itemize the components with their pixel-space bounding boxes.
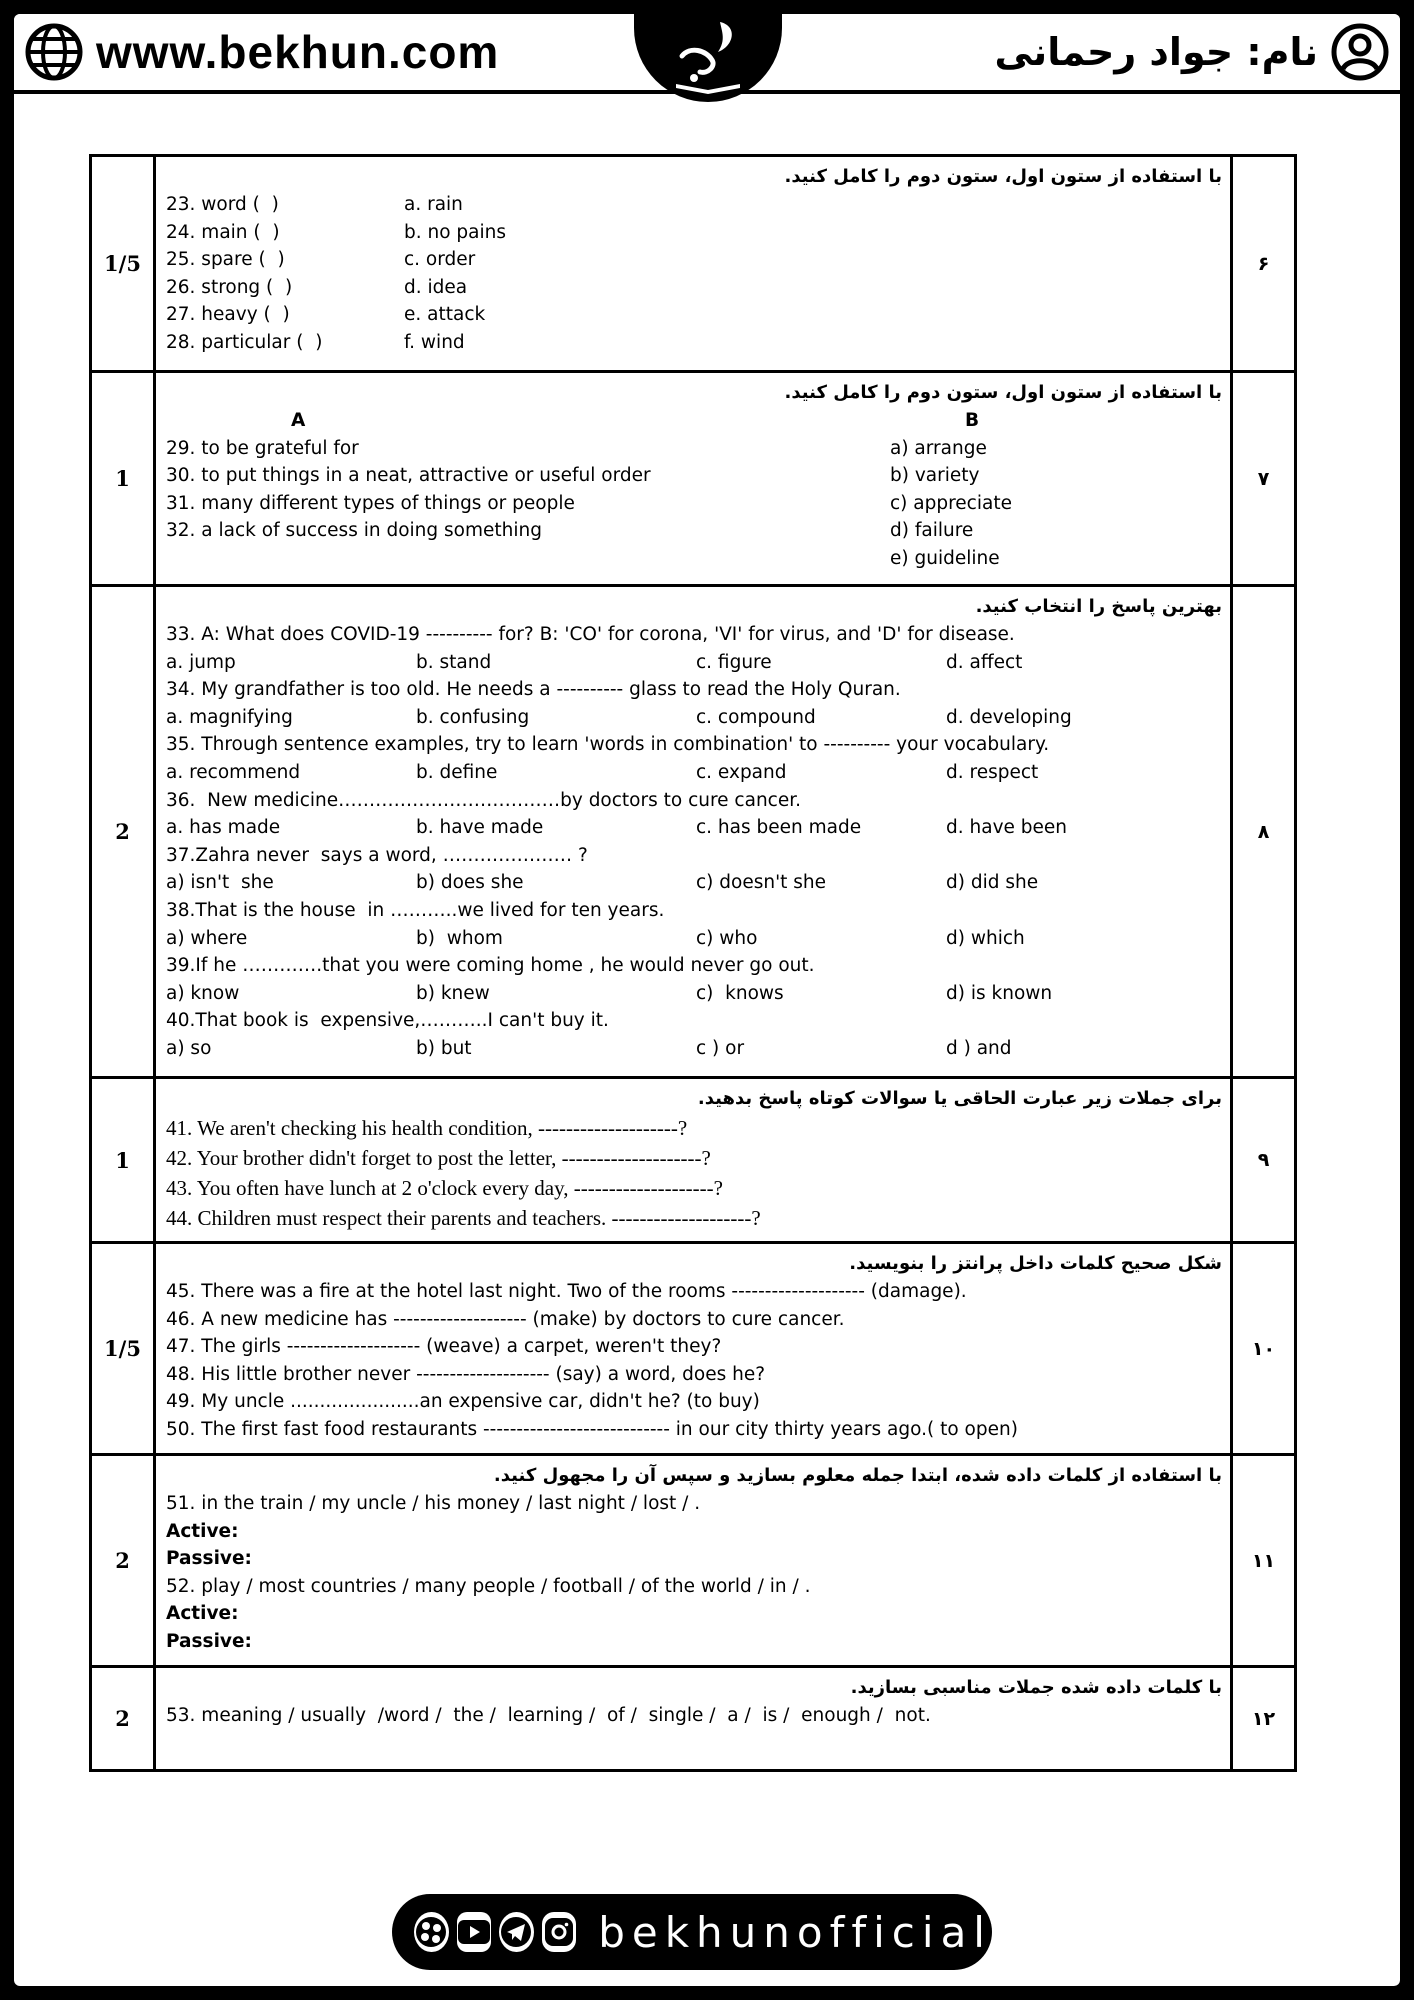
row-score: 1 (91, 1078, 155, 1243)
question-text: 38.That is the house in ………..we lived for ten years. (166, 899, 665, 921)
question-row-12 (91, 1667, 1296, 1771)
match-pair (166, 274, 1222, 302)
match-left: 29. to be grateful for (166, 437, 359, 459)
exam-table (89, 154, 1297, 1772)
question-text: 36. New medicine………………………………by doctors to cure cancer. (166, 789, 802, 811)
row-instruction: با استفاده از ستون اول، ستون دوم را کامل کنید. (784, 166, 1222, 187)
question-text: 33. A: What does COVID-19 ---------- for? B: 'CO' for corona, 'VI' for virus, and 'D' for disease. (166, 624, 1015, 645)
question-text: 41. We aren't checking his health condition, --------------------? (166, 1116, 688, 1140)
match-right: c. order (404, 249, 476, 271)
option: d. respect (946, 761, 1039, 783)
row-score: 2 (91, 1667, 155, 1771)
option: d. developing (946, 706, 1072, 728)
row-score: 2 (91, 1455, 155, 1667)
row-number: ۶ (1232, 156, 1296, 372)
active-label: Active: (166, 1520, 239, 1542)
match-right: f. wind (404, 331, 465, 353)
column-headers (166, 407, 1222, 435)
row-score: 2 (91, 586, 155, 1078)
question-text: 39.If he ………….that you were coming home , he would never go out. (166, 955, 815, 977)
instagram-icon[interactable] (542, 1912, 577, 1952)
row-score: 1/5 (91, 1243, 155, 1455)
question-text: 51. in the train / my uncle / his money / last night / lost / . (166, 1493, 701, 1514)
row-instruction: با استفاده از کلمات داده شده، ابتدا جمله معلوم بسازید و سپس آن را مجهول کنید. (493, 1465, 1222, 1486)
website-link[interactable] (24, 20, 499, 84)
option: a) where (166, 927, 248, 949)
column-a-header: A (291, 410, 306, 431)
option: d) which (946, 927, 1025, 949)
option: d. affect (946, 651, 1023, 673)
answer-options (166, 1035, 1222, 1063)
match-pair (166, 462, 1222, 490)
match-pair (166, 191, 1222, 219)
row-instruction: برای جملات زیر عبارت الحاقی یا سوالات کوتاه پاسخ بدهید. (697, 1088, 1222, 1109)
social-footer (392, 1894, 992, 1970)
row-instruction: بهترین پاسخ را انتخاب کنید. (975, 596, 1222, 617)
row-instruction: با کلمات داده شده جملات مناسبی بسازید. (850, 1677, 1222, 1698)
row-content (155, 1667, 1232, 1771)
row-content (155, 586, 1232, 1078)
row-number: ۱۰ (1232, 1243, 1296, 1455)
match-right: e) guideline (890, 547, 1000, 569)
column-b-header: B (965, 410, 980, 431)
question-text: 47. The girls -------------------- (weave) a carpet, weren't they? (166, 1336, 722, 1358)
option: c. figure (696, 651, 772, 673)
question-row-10 (91, 1243, 1296, 1455)
match-left (166, 545, 890, 573)
match-right: c) appreciate (890, 492, 1012, 514)
answer-options (166, 869, 1222, 897)
row-score: 1/5 (91, 156, 155, 372)
option: b. stand (416, 651, 492, 673)
option: a. magnifying (166, 706, 293, 728)
question-row-9 (91, 1078, 1296, 1243)
match-pair (166, 329, 1222, 357)
telegram-icon[interactable] (499, 1912, 534, 1952)
match-left: 27. heavy ( ) (166, 304, 290, 326)
row-number: ۱۲ (1232, 1667, 1296, 1771)
row-content (155, 372, 1232, 586)
option: a) so (166, 1037, 212, 1059)
passive-label: Passive: (166, 1548, 252, 1570)
match-right: b) variety (890, 465, 980, 487)
row-instruction: شکل صحیح کلمات داخل پرانتز را بنویسید. (849, 1253, 1222, 1274)
passive-label: Passive: (166, 1630, 252, 1652)
question-text: 40.That book is expensive,………..I can't buy it. (166, 1010, 609, 1032)
match-pair (166, 490, 1222, 518)
match-right: a) arrange (890, 437, 987, 459)
option: d ) and (946, 1037, 1012, 1059)
match-pair (166, 517, 1222, 545)
question-text: 45. There was a fire at the hotel last night. Two of the rooms -------------------- (damage). (166, 1281, 967, 1302)
question-text: 46. A new medicine has -------------------- (make) by doctors to cure cancer. (166, 1308, 845, 1330)
question-text: 53. meaning / usually /word / the / learning / of / single / a / is / enough / not. (166, 1705, 931, 1726)
match-right: b. no pains (404, 221, 507, 243)
row-content (155, 156, 1232, 372)
match-pair (166, 246, 1222, 274)
option: c) doesn't she (696, 872, 827, 894)
answer-options (166, 980, 1222, 1008)
youtube-icon[interactable] (457, 1912, 492, 1952)
option: c. expand (696, 761, 787, 783)
match-left: 28. particular ( ) (166, 331, 323, 353)
row-content (155, 1078, 1232, 1243)
answer-options (166, 649, 1222, 677)
option: c. has been made (696, 817, 862, 839)
question-text: 44. Children must respect their parents and teachers. --------------------? (166, 1206, 761, 1230)
option: d) is known (946, 982, 1053, 1004)
row-number: ۱۱ (1232, 1455, 1296, 1667)
match-left: 25. spare ( ) (166, 249, 285, 271)
option: d) did she (946, 872, 1039, 894)
question-text: 37.Zahra never says a word, ………………… ? (166, 844, 588, 866)
row-content (155, 1243, 1232, 1455)
student-name (994, 20, 1390, 84)
row-number: ۸ (1232, 586, 1296, 1078)
option: c) knows (696, 982, 784, 1004)
match-left: 31. many different types of things or people (166, 492, 575, 514)
question-row-7 (91, 372, 1296, 586)
row-instruction: با استفاده از ستون اول، ستون دوم را کامل کنید. (784, 382, 1222, 403)
question-text: 34. My grandfather is too old. He needs a ---------- glass to read the Holy Quran. (166, 679, 901, 701)
match-left: 32. a lack of success in doing something (166, 520, 542, 542)
match-left: 23. word ( ) (166, 194, 279, 215)
question-text: 52. play / most countries / many people / football / of the world / in / . (166, 1575, 811, 1597)
answer-options (166, 814, 1222, 842)
answer-options (166, 925, 1222, 953)
match-left: 24. main ( ) (166, 221, 280, 243)
option: c) who (696, 927, 758, 949)
match-right: a. rain (404, 194, 463, 215)
question-text: 48. His little brother never -------------------- (say) a word, does he? (166, 1363, 766, 1385)
option: a) know (166, 982, 240, 1004)
student-name-text: نام: جواد رحمانی (994, 30, 1318, 74)
bekhun-logo (634, 14, 782, 102)
match-left: 30. to put things in a neat, attractive or useful order (166, 465, 651, 487)
question-text: 43. You often have lunch at 2 o'clock every day, --------------------? (166, 1176, 723, 1200)
option: b) whom (416, 927, 503, 949)
option: b) but (416, 1037, 472, 1059)
match-pair (166, 219, 1222, 247)
question-text: 50. The first fast food restaurants ---------------------------- in our city thirty years ago.( to open) (166, 1418, 1018, 1440)
match-right: d. idea (404, 276, 468, 298)
match-pair (166, 435, 1222, 463)
question-row-6 (91, 156, 1296, 372)
row-number: ۷ (1232, 372, 1296, 586)
answer-options (166, 704, 1222, 732)
globe-icon (24, 22, 84, 82)
match-pair (166, 301, 1222, 329)
question-text: 35. Through sentence examples, try to learn 'words in combination' to ---------- your vocabulary. (166, 734, 1050, 756)
answer-options (166, 759, 1222, 787)
option: a. jump (166, 651, 236, 673)
match-right: d) failure (890, 520, 974, 542)
website-text: www.bekhun.com (96, 26, 500, 78)
aparat-icon[interactable] (414, 1912, 449, 1952)
option: b) does she (416, 872, 524, 894)
row-number: ۹ (1232, 1078, 1296, 1243)
option: b. define (416, 761, 498, 783)
option: a. recommend (166, 761, 301, 783)
row-score: 1 (91, 372, 155, 586)
option: c ) or (696, 1037, 745, 1059)
question-row-11 (91, 1455, 1296, 1667)
match-pair (166, 545, 1222, 573)
option: d. have been (946, 817, 1068, 839)
match-right: e. attack (404, 304, 486, 326)
option: c. compound (696, 706, 816, 728)
question-row-8 (91, 586, 1296, 1078)
option: b. have made (416, 817, 544, 839)
option: a. has made (166, 817, 281, 839)
option: a) isn't she (166, 872, 274, 894)
page-header (14, 14, 1400, 94)
question-text: 42. Your brother didn't forget to post the letter, --------------------? (166, 1146, 711, 1170)
user-avatar-icon (1330, 22, 1390, 82)
row-content (155, 1455, 1232, 1667)
question-text: 49. My uncle ......................an expensive car, didn't he? (to buy) (166, 1391, 760, 1413)
bekhun-logo-icon (660, 16, 756, 96)
social-handle[interactable]: bekhunofficial (598, 1907, 992, 1957)
match-left: 26. strong ( ) (166, 276, 293, 298)
option: b. confusing (416, 706, 530, 728)
active-label: Active: (166, 1603, 239, 1625)
option: b) knew (416, 982, 490, 1004)
